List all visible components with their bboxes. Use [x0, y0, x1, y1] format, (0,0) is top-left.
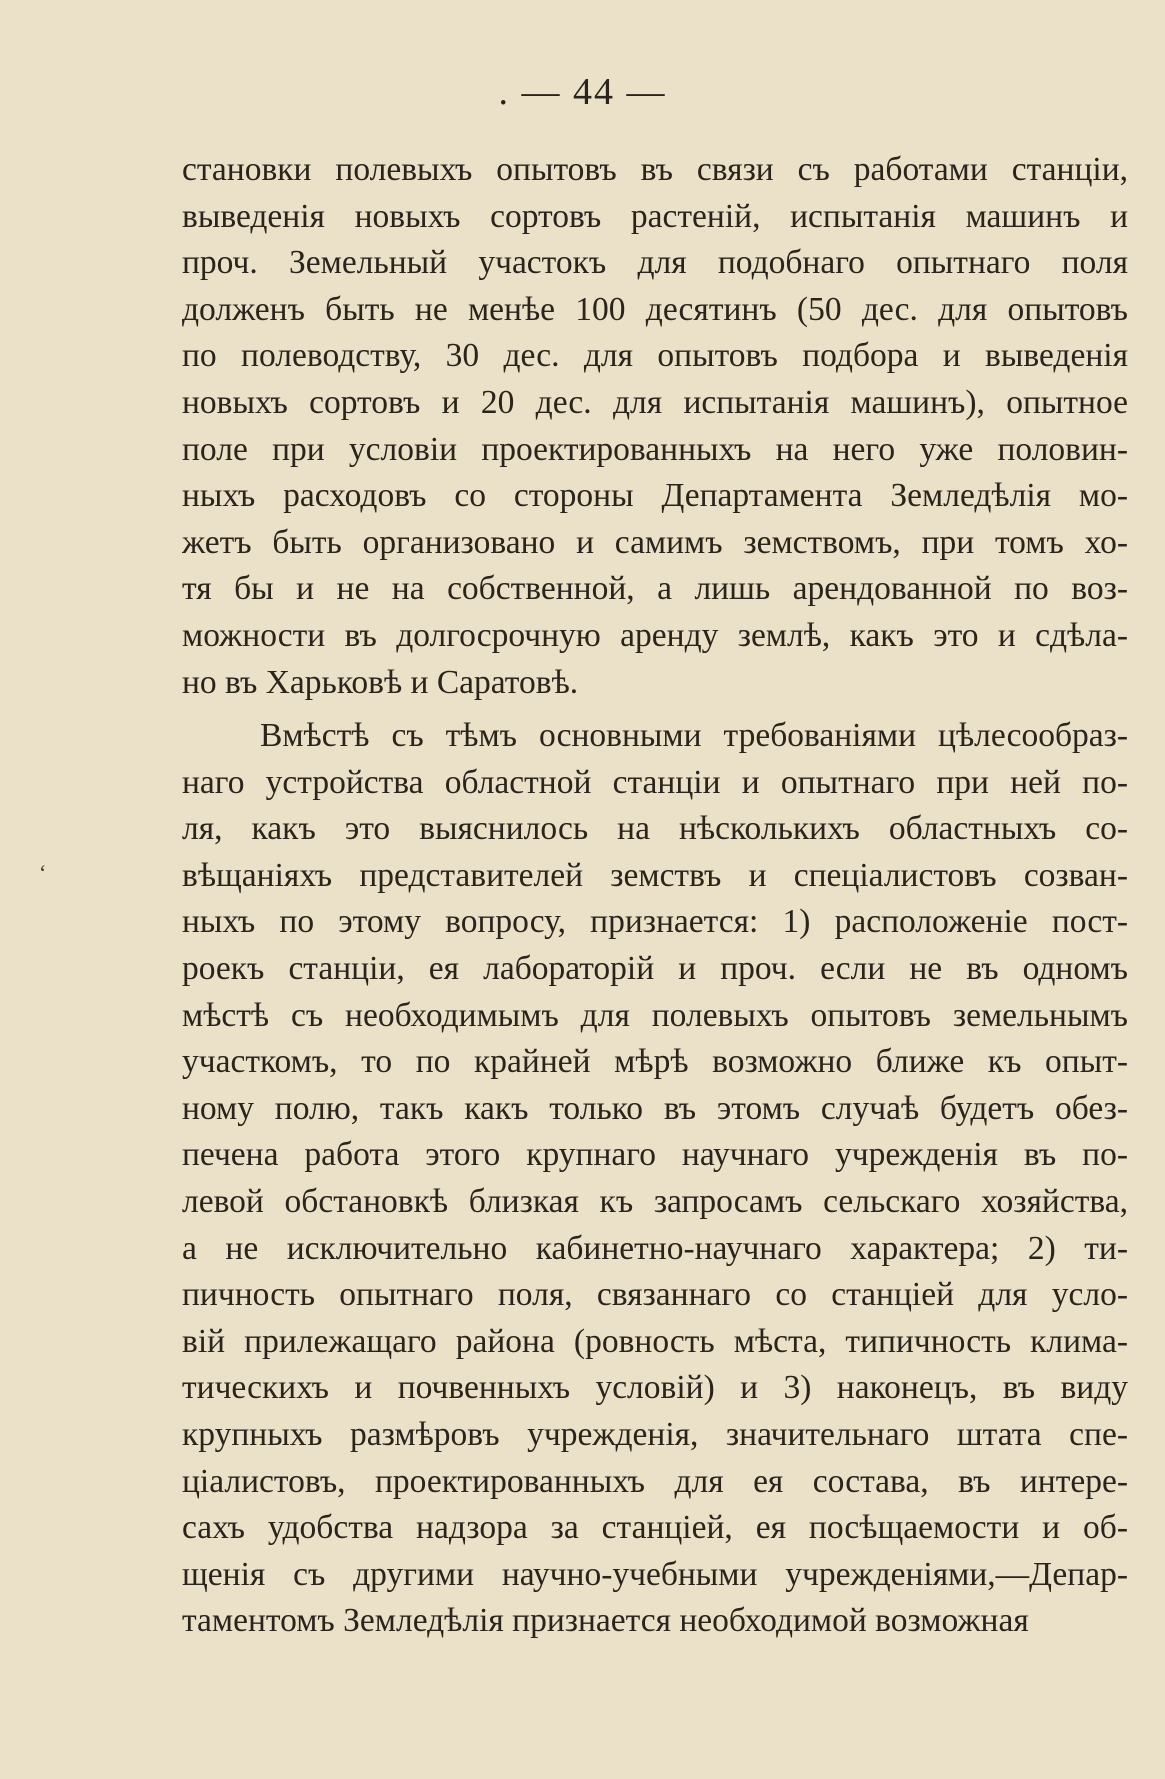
- text-line: печена работа этого крупнаго научнаго учрежденія въ по-: [182, 1136, 1128, 1174]
- text-line: выведенія новыхъ сортовъ растеній, испытанія машинъ и: [182, 197, 1128, 235]
- text-line: роекъ станціи, ея лабораторій и проч. если не въ одномъ: [182, 949, 1128, 987]
- text-line: крупныхъ размѣровъ учрежденія, значительнаго штата спе-: [182, 1415, 1128, 1453]
- text-line: а не исключительно кабинетно-научнаго характера; 2) ти-: [182, 1229, 1128, 1267]
- text-line: тя бы и не на собственной, а лишь арендованной по воз-: [182, 570, 1128, 608]
- text-line: проч. Земельный участокъ для подобнаго опытнаго поля: [182, 244, 1128, 282]
- text-line: щенія съ другими научно-учебными учрежденіями,—Депар-: [182, 1555, 1128, 1593]
- text-line: поле при условіи проектированныхъ на него уже половин-: [182, 430, 1128, 468]
- text-line: становки полевыхъ опытовъ въ связи съ работами станціи,: [182, 151, 1128, 188]
- text-line: мѣстѣ съ необходимымъ для полевыхъ опытовъ земельнымъ: [182, 996, 1128, 1034]
- paragraph-2: [182, 713, 1128, 1645]
- text-line: вѣщаніяхъ представителей земствъ и спеціалистовъ созван-: [182, 856, 1128, 894]
- text-line: ному полю, такъ какъ только въ этомъ случаѣ будетъ обез-: [182, 1089, 1128, 1127]
- text-line: левой обстановкѣ близкая къ запросамъ сельскаго хозяйства,: [182, 1182, 1128, 1220]
- text-line: ныхъ расходовъ со стороны Департамента Земледѣлія мо-: [182, 477, 1128, 515]
- text-line: сахъ удобства надзора за станціей, ея посѣщаемости и об-: [182, 1509, 1128, 1547]
- page-number: . — 44 —: [498, 71, 667, 113]
- text-line: ля, какъ это выяснилось на нѣсколькихъ областныхъ со-: [182, 810, 1128, 848]
- text-line: тическихъ и почвенныхъ условій) и 3) наконецъ, въ виду: [182, 1369, 1128, 1407]
- text-line: Вмѣстѣ съ тѣмъ основными требованіями цѣлесообраз-: [260, 717, 1128, 754]
- margin-mark: ʻ: [39, 860, 47, 885]
- paragraph-1: [182, 147, 1128, 706]
- text-line: можности въ долгосрочную аренду землѣ, какъ это и сдѣла-: [182, 616, 1128, 654]
- text-line: таментомъ Земледѣлія признается необходимой возможная: [182, 1602, 1029, 1640]
- text-line: по полеводству, 30 дес. для опытовъ подбора и выведенія: [182, 337, 1128, 375]
- text-line: но въ Харьковѣ и Саратовѣ.: [182, 663, 579, 701]
- text-line: новыхъ сортовъ и 20 дес. для испытанія машинъ), опытное: [182, 383, 1128, 421]
- text-line: долженъ быть не менѣе 100 десятинъ (50 дес. для опытовъ: [182, 290, 1128, 328]
- text-line: ныхъ по этому вопросу, признается: 1) расположеніе пост-: [182, 903, 1128, 941]
- text-line: участкомъ, то по крайней мѣрѣ возможно ближе къ опыт-: [182, 1043, 1128, 1081]
- text-line: вій прилежащаго района (ровность мѣста, типичность клима-: [182, 1322, 1128, 1360]
- text-line: наго устройства областной станціи и опытнаго при ней по-: [182, 763, 1128, 801]
- text-line: ціалистовъ, проектированныхъ для ея состава, въ интере-: [182, 1462, 1128, 1500]
- text-line: жетъ быть организовано и самимъ земствомъ, при томъ хо-: [182, 523, 1128, 561]
- text-line: пичность опытнаго поля, связаннаго со станціей для усло-: [182, 1276, 1128, 1314]
